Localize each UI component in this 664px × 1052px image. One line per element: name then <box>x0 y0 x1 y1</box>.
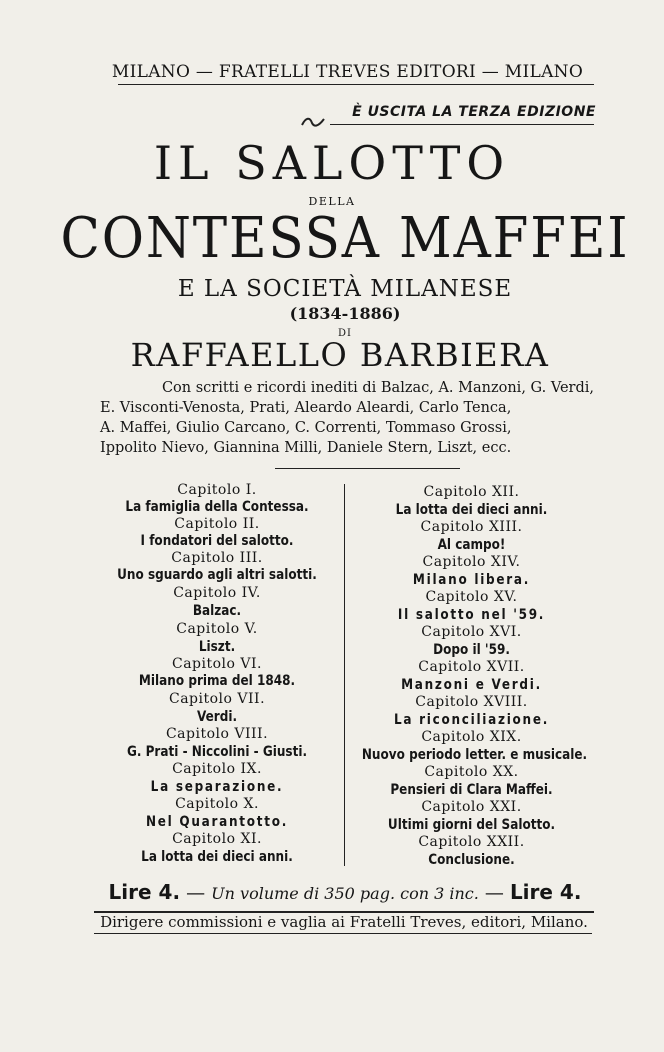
chapter-label: Capitolo X. <box>175 796 259 812</box>
chapter-title: Nuovo periodo letter. e musicale. <box>361 747 588 763</box>
chapter-title: Uno sguardo agli altri salotti. <box>117 567 317 583</box>
contributors-line-3: A. Maffei, Giulio Carcano, C. Correnti, Tommaso Grossi, <box>100 420 512 436</box>
chapter-label: Capitolo XX. <box>424 764 519 780</box>
book-years: (1834-1886) <box>289 304 401 323</box>
contributors-line-1: Con scritti e ricordi inediti di Balzac, A. Manzoni, G. Verdi, <box>161 380 594 396</box>
chapter-label: Capitolo XIV. <box>422 554 521 570</box>
chapter-label: Capitolo XIII. <box>420 519 523 535</box>
price-line <box>94 880 596 904</box>
edition-notice: È USCITA LA TERZA EDIZIONE <box>352 104 596 120</box>
bottom-rule <box>94 933 592 934</box>
price-dash: — <box>186 882 212 904</box>
book-author: RAFFAELLO BARBIERA <box>130 336 550 374</box>
chapter-title: Milano libera. <box>412 572 531 588</box>
chapter-title: La separazione. <box>150 779 284 795</box>
chapter-title: Pensieri di Clara Maffei. <box>390 782 553 798</box>
contributors-line-2: E. Visconti-Venosta, Prati, Aleardo Aleardi, Carlo Tenca, <box>100 400 512 416</box>
orders-line: Dirigere commissioni e vaglia ai Fratelli Treves, editori, Milano. <box>100 913 588 931</box>
chapter-title: Manzoni e Verdi. <box>401 677 542 693</box>
chapter-title: Verdi. <box>196 709 238 725</box>
chapter-label: Capitolo XXII. <box>418 834 525 850</box>
chapter-label: Capitolo IV. <box>173 585 261 601</box>
chapter-title: La famiglia della Contessa. <box>125 499 309 515</box>
chapter-title: Liszt. <box>198 639 236 655</box>
chapter-label: Capitolo II. <box>174 516 260 532</box>
chapter-label: Capitolo V. <box>176 621 258 637</box>
chapter-title: Il salotto nel '59. <box>397 607 546 623</box>
price-dash: — <box>484 882 510 904</box>
chapter-label: Capitolo XVII. <box>418 659 525 675</box>
chapter-label: Capitolo XII. <box>423 484 520 500</box>
chapter-label: Capitolo VI. <box>172 656 262 672</box>
chapter-title: Dopo il '59. <box>433 642 510 658</box>
chapter-label: Capitolo XIX. <box>421 729 522 745</box>
author-prefix: DI <box>338 328 352 339</box>
book-title-line-2: CONTESSA MAFFEI <box>60 206 630 271</box>
chapter-label: Capitolo VII. <box>168 691 266 707</box>
chapter-title: La lotta dei dieci anni. <box>141 849 293 865</box>
book-title-line-1: IL SALOTTO <box>153 136 511 190</box>
chapter-title: Balzac. <box>192 603 242 619</box>
book-subtitle: E LA SOCIETÀ MILANESE <box>177 276 513 302</box>
chapter-label: Capitolo I. <box>177 482 257 498</box>
chapter-label: Capitolo IX. <box>172 761 262 777</box>
price-right: Lire 4. <box>509 880 582 904</box>
chapter-title: Al campo! <box>437 537 506 553</box>
chapter-title: La lotta dei dieci anni. <box>395 502 548 518</box>
chapter-title: Ultimi giorni del Salotto. <box>387 817 556 833</box>
volume-description: Un volume di 350 pag. con 3 inc. <box>211 884 479 903</box>
chapter-title: Conclusione. <box>428 852 515 868</box>
chapter-label: Capitolo III. <box>171 550 263 566</box>
chapter-label: Capitolo XV. <box>425 589 518 605</box>
chapter-label: Capitolo VIII. <box>165 726 269 742</box>
title-connector: DELLA <box>308 195 356 208</box>
chapter-label: Capitolo XI. <box>172 831 262 847</box>
price-left: Lire 4. <box>108 880 181 904</box>
chapter-title: I fondatori del salotto. <box>140 533 294 549</box>
contributors-line-4: Ippolito Nievo, Giannina Milli, Daniele Stern, Liszt, ecc. <box>100 440 512 456</box>
chapter-label: Capitolo XVI. <box>421 624 522 640</box>
chapter-title: La riconciliazione. <box>393 712 550 728</box>
chapter-title: Nel Quarantotto. <box>145 814 289 830</box>
chapter-title: G. Prati - Niccolini - Giusti. <box>126 744 308 760</box>
chapter-label: Capitolo XXI. <box>421 799 522 815</box>
chapter-title: Milano prima del 1848. <box>138 673 296 689</box>
publisher-line: MILANO — FRATELLI TREVES EDITORI — MILANO <box>111 62 584 82</box>
chapter-label: Capitolo XVIII. <box>415 694 528 710</box>
